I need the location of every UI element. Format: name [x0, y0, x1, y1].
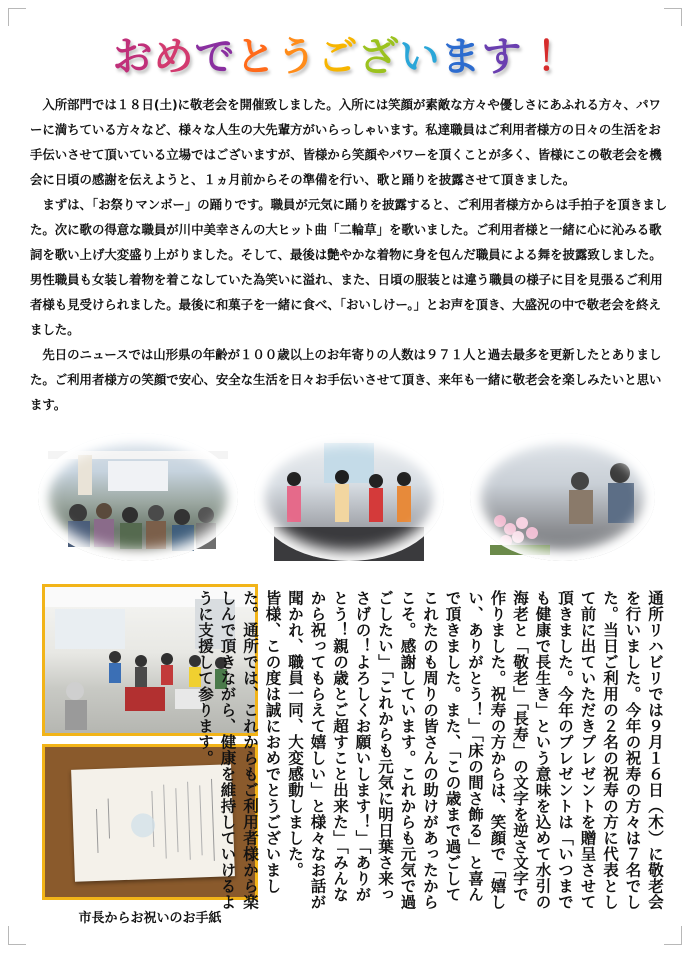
frame-right-top — [681, 8, 682, 26]
frame-right-bottom — [681, 926, 682, 944]
photo-center-illustration-icon — [254, 433, 444, 561]
photo-center-oval — [254, 433, 444, 561]
photo-left-illustration-icon — [38, 433, 238, 561]
vertical-paragraph-main: 通所リハビリでは９月１６日（木）に敬老会を行いました。今年の祝寿の方々は７名でした。当日ご利用の２名の祝寿の方に代表として前に出ていただきプレゼントを贈呈させて頂きました。今年のプレゼントは「いつまでも健康で長生き」という意味を込めて水引の海老と「敬老」「長寿」の文字を逆さ文字で作りました。祝寿の方からは、笑顔で「嬉しい、ありがとう！」「床の間さ飾る」と喜んで頂きました。また、「この歳まで過ごしてこれたのも周りの皆さんの助けがあったからこそ。感謝しています。これからも元気で過ごしたい」「これからも元気に明日葉さ来っさげの！よろしくお願いします！」「ありがとう！親の歳とご超すこと出来た」「みんなから祝ってもらえて嬉しい」と様々なお話が聞かれ、職員一同、大変感動しました。 — [286, 590, 664, 910]
title-char-7: い — [399, 34, 441, 80]
title-char-8: ま — [440, 34, 482, 80]
paragraph-performances: まずは、「お祭りマンボー」の踊りです。職員が元気に踊りを披露すると、ご利用者様方からは手拍子を頂きました。次に歌の得意な職員が川中美幸さんの大ヒット曲「二輪草」を歌いました。ご利用者様と一緒に心に沁みる歌詞を歌い上げ大変盛り上がりました。そして、最後は艶やかな着物に身を包んだ職員による舞を披露致しました。男性職員も女装し着物を着こなしていた為笑いに溢れ、また、日頃の服装とは違う職員の様子に目を見張るご利用者様も見受けられました。最後に和菓子を一緒に食べ、「おいしけー。」とお声を頂き、大盛況の中で敬老会を終えました。 — [30, 197, 668, 337]
title-char-2: で — [194, 34, 236, 80]
frame-bottom-left — [8, 944, 26, 945]
article-body — [30, 92, 670, 417]
title-char-0: お — [112, 34, 154, 80]
page-title — [112, 26, 578, 82]
frame-left-bottom — [8, 926, 9, 944]
title-char-3: と — [235, 34, 277, 80]
frame-bottom-right — [664, 944, 682, 945]
photo-left-oval — [38, 433, 238, 561]
photo-right-oval — [470, 433, 655, 561]
title-char-10: ！ — [536, 34, 578, 80]
frame-left-top — [8, 8, 9, 26]
vertical-paragraph-closing: 皆様、この度は誠におめでとうございました。通所では、これからもご利用者様から楽しんで頂きながら、健康を維持していけるように支援して参ります。 — [196, 590, 282, 910]
frame-top-right — [664, 8, 682, 9]
photo-right-illustration-icon — [470, 433, 655, 561]
frame-top-left — [8, 8, 26, 9]
photo-caption: 市長からお祝いのお手紙 — [78, 911, 222, 926]
title-char-1: め — [153, 34, 195, 80]
title-char-6: ざ — [358, 34, 400, 80]
vertical-article — [196, 590, 666, 910]
paragraph-news: 先日のニュースでは山形県の年齢が１００歳以上のお年寄りの人数は９７１人と過去最多を更新したとありました。ご利用者様方の笑顔で安心、安全な生活を日々お手伝いさせて頂き、来年も一緒に敬老会を楽しみたいと思います。 — [30, 347, 662, 412]
title-char-4: う — [276, 34, 318, 80]
title-char-5: ご — [317, 34, 359, 80]
paragraph-intro: 入所部門では１８日(土)に敬老会を開催致しました。入所には笑顔が素敵な方々や優しさにあふれる方々、パワーに満ちている方々など、様々な人生の大先輩方がいらっしゃいます。私達職員はご利用者様方の日々の生活をお手伝いさせて頂いている立場ではございますが、皆様から笑顔やパワーを頂くことが多く、皆様にこの敬老会を機会に日頃の感謝を伝えようと、１ヵ月前からその準備を行い、歌と踊りを披露させて頂きました。 — [30, 97, 662, 187]
title-char-9: す — [481, 34, 523, 80]
